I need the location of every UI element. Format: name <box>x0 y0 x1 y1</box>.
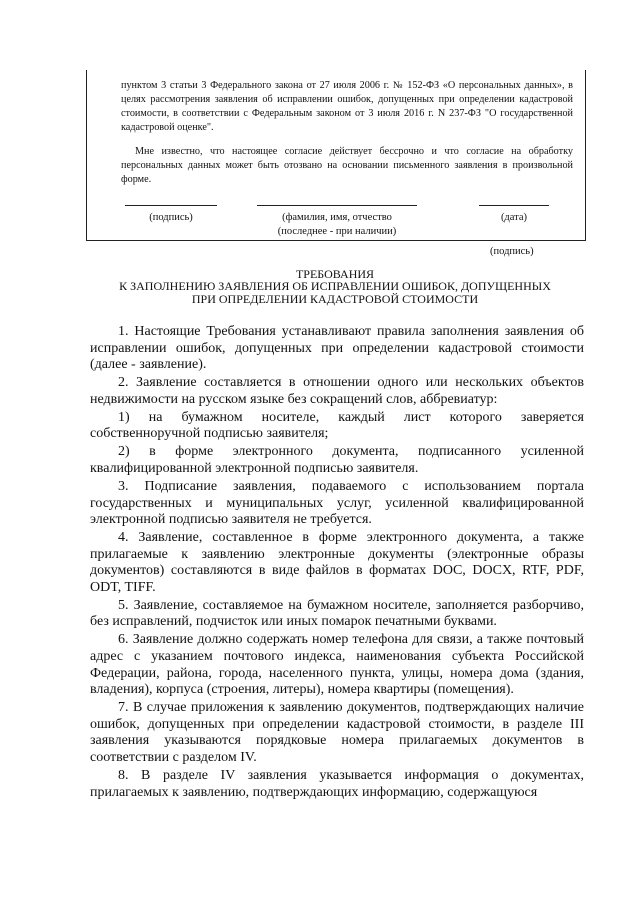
requirements-body <box>90 324 584 803</box>
name-label-line2: (последнее - при наличии) <box>277 226 397 237</box>
date-line <box>479 205 549 207</box>
name-label <box>247 211 427 239</box>
date-label: (дата) <box>500 212 528 223</box>
signature-below-label: (подпись) <box>490 246 534 257</box>
consent-paragraph-2: Мне известно, что настоящее согласие действует бессрочно и что согласие на обработку персональных данных может быть отозвано на основании письменного заявления в произвольной форме. <box>121 146 573 185</box>
title-line-1: ТРЕБОВАНИЯ <box>295 267 375 281</box>
title-line-3: ПРИ ОПРЕДЕЛЕНИИ КАДАСТРОВОЙ СТОИМОСТИ <box>191 292 479 306</box>
consent-paragraph-1: пунктом 3 статьи 3 Федерального закона от 27 июля 2006 г. № 152-ФЗ «О персональных данных», в целях рассмотрения заявления об исправлении ошибок, допущенных при определении кадастровой стоимости, в соответствии с Федеральным законом от 3 июля 2016 г. N 237-ФЗ "О государственной кадастровой оценке". <box>121 80 573 133</box>
signature-label: (подпись) <box>149 212 193 223</box>
title-line-2: К ЗАПОЛНЕНИЮ ЗАЯВЛЕНИЯ ОБ ИСПРАВЛЕНИИ ОШИБОК, ДОПУЩЕННЫХ <box>119 279 551 293</box>
name-line <box>257 205 417 207</box>
paragraph: 5. Заявление, составляемое на бумажном носителе, заполняется разборчиво, без исправлений, подчисток или иных помарок печатными буквами. <box>90 597 584 630</box>
consent-box <box>86 70 586 241</box>
paragraph: 3. Подписание заявления, подаваемого с использованием портала государственных и муниципальных услуг, усиленной квалифицированной электронной подписью заявителя не требуется. <box>90 478 584 528</box>
paragraph: 7. В случае приложения к заявлению документов, подтверждающих наличие ошибок, допущенных при определении кадастровой стоимости, в разделе III заявления указываются порядковые номера прилагаемых документов в соответствии с разделом IV. <box>90 700 584 765</box>
paragraph: 2. Заявление составляется в отношении одного или нескольких объектов недвижимости на русском языке без сокращений слов, аббревиатур: <box>90 375 584 407</box>
paragraph: 8. В разделе IV заявления указывается информация о документах, прилагаемых к заявлению, подтверждающих информацию, содержащуюся <box>90 767 584 800</box>
paragraph: 6. Заявление должно содержать номер телефона для связи, а также почтовый адрес с указанием почтового индекса, наименования субъекта Российской Федерации, района, города, населенного пункта, улицы, номера дома (здания, владения), корпуса (строения, литеры), номера квартиры (помещения). <box>90 632 584 698</box>
paragraph: 1. Настоящие Требования устанавливают правила заполнения заявления об исправлении ошибок, допущенных при определении кадастровой стоимости (далее - заявление). <box>90 324 584 373</box>
paragraph: 4. Заявление, составленное в форме электронного документа, а также прилагаемые к заявлению электронные документы (электронные образы документов) составляются в виде файлов в форматах DOC, DOCX, RTF, PDF, ODT, TIFF. <box>90 530 584 595</box>
paragraph: 2) в форме электронного документа, подписанного усиленной квалифицированной электронной подписью заявителя. <box>90 444 584 476</box>
signature-line <box>125 205 217 207</box>
name-label-line1: (фамилия, имя, отчество <box>282 212 392 223</box>
paragraph: 1) на бумажном носителе, каждый лист которого заверяется собственноручной подписью заявителя; <box>90 409 584 442</box>
